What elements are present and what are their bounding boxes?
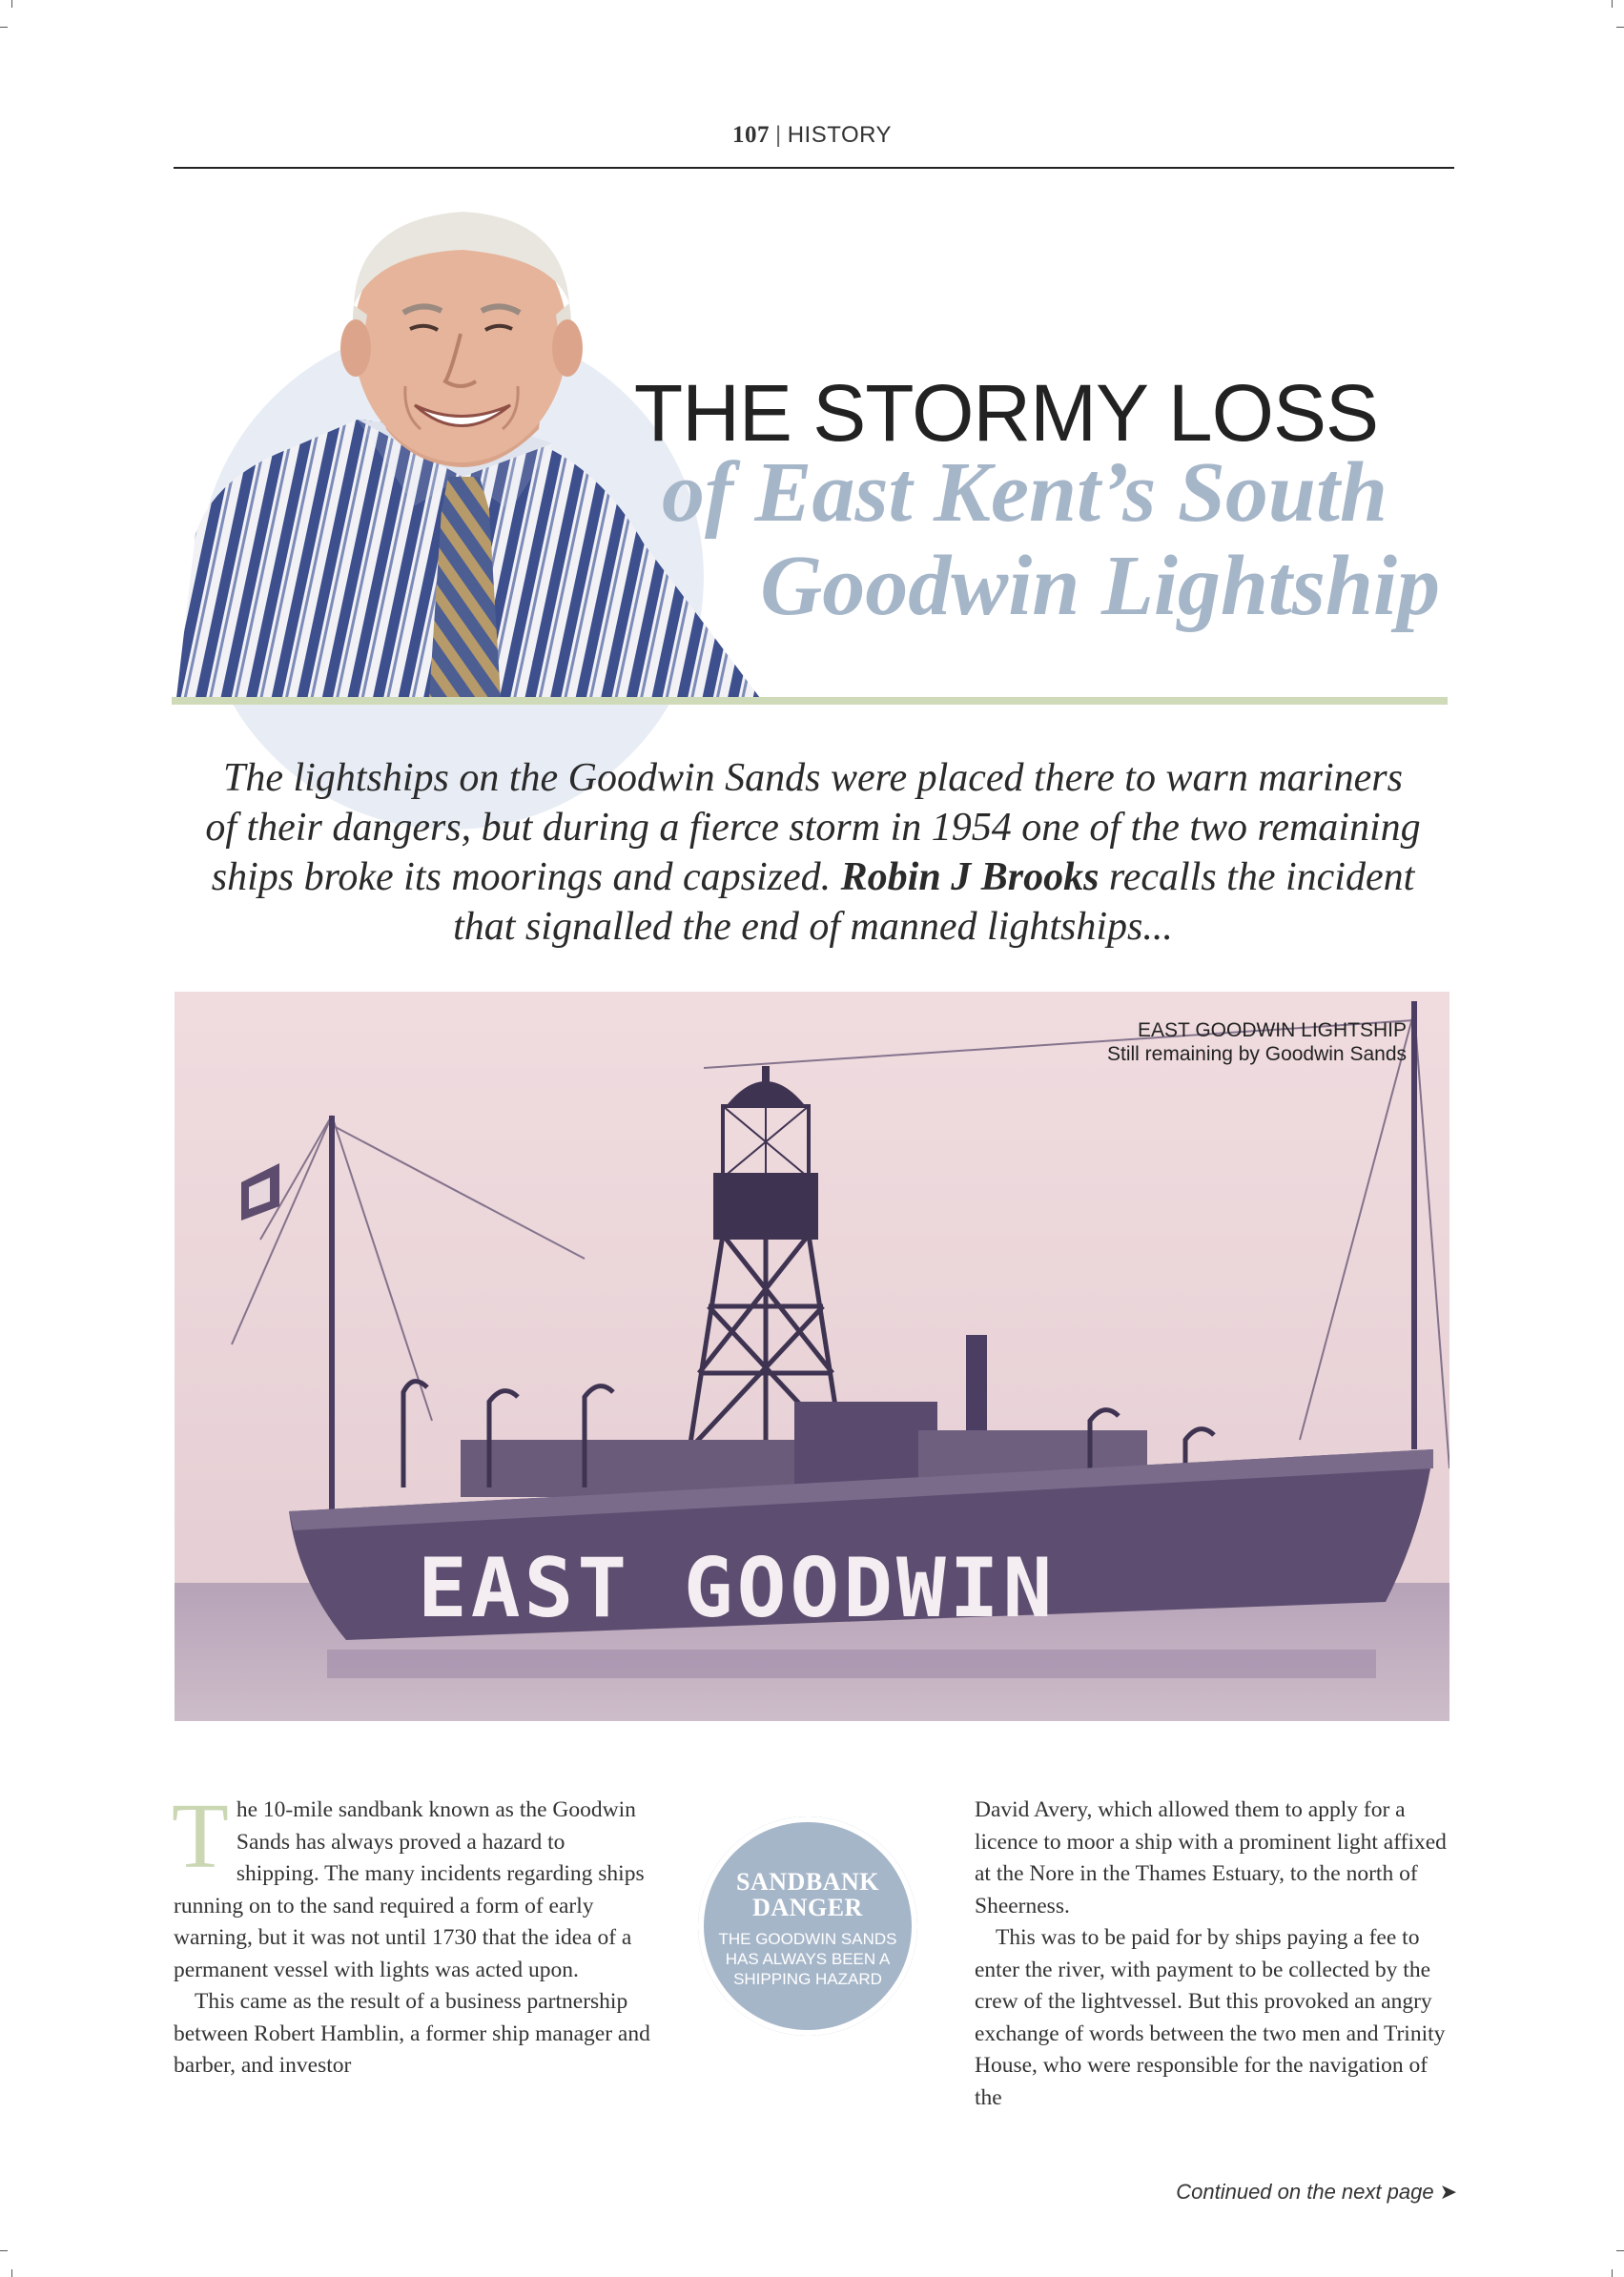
header-separator: | [774, 122, 782, 148]
crop-mark [1616, 2250, 1624, 2251]
photo-caption-title: EAST GOODWIN LIGHTSHIP [1138, 1019, 1407, 1041]
badge-title [698, 1869, 917, 1920]
headline-rule [172, 697, 1448, 705]
crop-mark [1612, 0, 1613, 8]
badge-subtitle: THE GOODWIN SANDS HAS ALWAYS BEEN A SHIPPING HAZARD [718, 1930, 897, 1988]
crop-mark [11, 0, 12, 8]
hull-lettering: EAST GOODWIN [418, 1541, 1057, 1636]
body-column-2 [975, 1795, 1451, 2114]
crop-mark [1612, 2269, 1613, 2277]
standfirst [205, 753, 1421, 952]
badge-title-line2: DANGER [752, 1894, 863, 1921]
arrow-right-icon: ➤ [1439, 2180, 1457, 2204]
crop-mark [1616, 27, 1624, 28]
header-rule [174, 167, 1454, 169]
standfirst-text-after: recalls the incident that signalled the end of manned lightships... [453, 855, 1415, 949]
lightship-photo [175, 992, 1449, 1721]
crop-mark [0, 27, 8, 28]
drop-cap: T [172, 1785, 229, 1888]
body-column-1 [172, 1785, 650, 2082]
continued-text: Continued on the next page [1176, 2180, 1434, 2204]
body-paragraph: This came as the result of a business partnership between Robert Hamblin, a former ship manager and barber, and investor [174, 1989, 650, 2078]
headline-line1: THE STORMY LOSS [633, 368, 1378, 458]
sandbank-danger-badge [698, 1816, 917, 2036]
body-paragraph: he 10-mile sandbank known as the Goodwin Sands has always proved a hazard to shipping. The many incidents regarding ships running on to the sand required a form of early warning, but it was not until 1730 that the idea of a permanent vessel with lights was acted upon. [174, 1797, 645, 1982]
crop-mark [0, 2250, 8, 2251]
continued-link[interactable] [1176, 2180, 1457, 2205]
author-name: Robin J Brooks [840, 855, 1100, 899]
crop-mark [11, 2269, 12, 2277]
body-paragraph: David Avery, which allowed them to apply for a licence to moor a ship with a prominent light affixed at the Nore in the Thames Estuary, to the north of Sheerness. [975, 1797, 1447, 1918]
photo-caption-subtitle: Still remaining by Goodwin Sands [1107, 1043, 1407, 1065]
standfirst-text-before: The lightships on the Goodwin Sands were placed there to warn mariners of their dangers, but during a fierce storm in 1954 one of the two remaining ships broke its moorings and capsized. [205, 756, 1421, 899]
headline-italic [658, 446, 1440, 633]
lightship-illustration [175, 992, 1449, 1721]
badge-title-line1: SANDBANK [736, 1868, 879, 1896]
headline-line3: Goodwin Lightship [760, 539, 1440, 633]
photo-caption [1107, 1018, 1407, 1066]
body-paragraph: This was to be paid for by ships paying a fee to enter the river, with payment to be collected by the crew of the lightvessel. But this provoked an angry exchange of words between the two men and Trinity House, who were responsible for the navigation of the [975, 1925, 1446, 2110]
page-number: 107 [731, 122, 770, 148]
running-header [0, 122, 1624, 149]
headline-line2: of East Kent’s South [661, 445, 1388, 540]
section-name: HISTORY [787, 122, 893, 148]
